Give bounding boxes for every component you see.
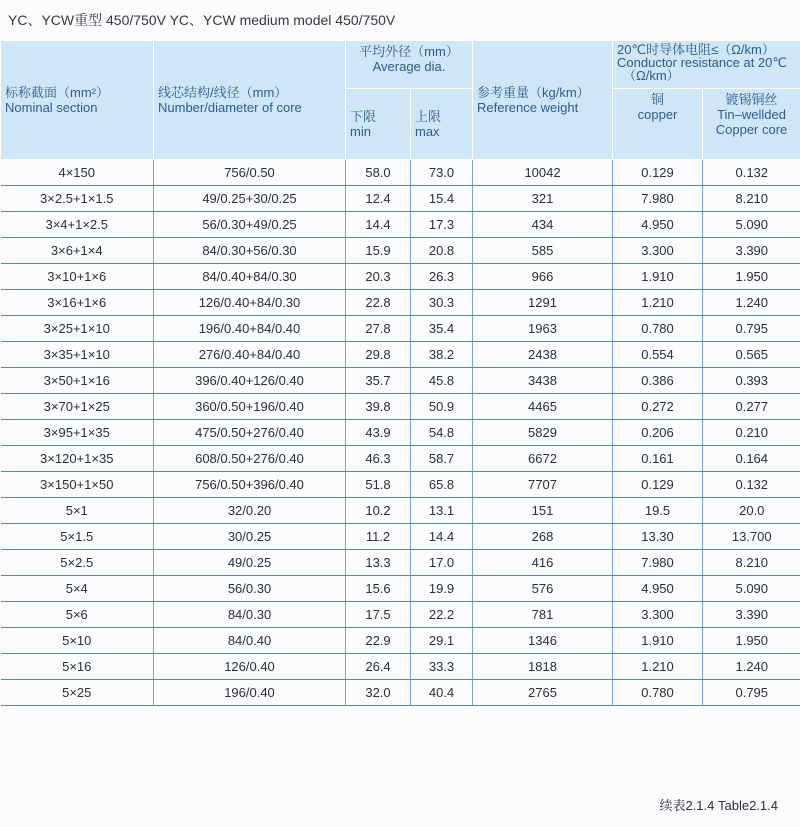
- header-average-dia-zh: 平均外径（mm）: [359, 44, 459, 59]
- weight-cell: 585: [473, 238, 613, 264]
- min-dia-cell: 27.8: [346, 316, 411, 342]
- min-dia-cell: 15.9: [346, 238, 411, 264]
- weight-cell: 321: [473, 186, 613, 212]
- core-cell: 126/0.40+84/0.30: [154, 290, 346, 316]
- max-dia-cell: 73.0: [411, 160, 473, 186]
- header-copper-en: copper: [637, 107, 678, 122]
- weight-cell: 1346: [473, 628, 613, 654]
- weight-cell: 781: [473, 602, 613, 628]
- header-nominal-section-en: Nominal section: [5, 100, 98, 115]
- table-row: [1, 160, 800, 186]
- table-header: [1, 41, 800, 160]
- copper-resistance-cell: 0.129: [613, 160, 703, 186]
- weight-cell: 4465: [473, 394, 613, 420]
- nominal-section-cell: 3×50+1×16: [1, 368, 154, 394]
- table-body: [1, 160, 800, 706]
- header-reference-weight-zh: 参考重量（kg/km）: [477, 85, 590, 100]
- max-dia-cell: 19.9: [411, 576, 473, 602]
- copper-resistance-cell: 19.5: [613, 498, 703, 524]
- weight-cell: 416: [473, 550, 613, 576]
- core-cell: 396/0.40+126/0.40: [154, 368, 346, 394]
- header-max: [411, 89, 473, 160]
- core-cell: 276/0.40+84/0.40: [154, 342, 346, 368]
- tin-copper-resistance-cell: 0.795: [703, 680, 800, 706]
- header-max-zh: 上限: [415, 109, 442, 124]
- min-dia-cell: 15.6: [346, 576, 411, 602]
- core-cell: 49/0.25+30/0.25: [154, 186, 346, 212]
- nominal-section-cell: 3×25+1×10: [1, 316, 154, 342]
- copper-resistance-cell: 3.300: [613, 238, 703, 264]
- max-dia-cell: 65.8: [411, 472, 473, 498]
- header-average-dia-en: Average dia.: [372, 59, 446, 74]
- copper-resistance-cell: 13.30: [613, 524, 703, 550]
- core-cell: 56/0.30: [154, 576, 346, 602]
- core-cell: 30/0.25: [154, 524, 346, 550]
- copper-resistance-cell: 0.129: [613, 472, 703, 498]
- weight-cell: 10042: [473, 160, 613, 186]
- max-dia-cell: 35.4: [411, 316, 473, 342]
- max-dia-cell: 58.7: [411, 446, 473, 472]
- table-row: [1, 498, 800, 524]
- tin-copper-resistance-cell: 1.950: [703, 628, 800, 654]
- min-dia-cell: 51.8: [346, 472, 411, 498]
- nominal-section-cell: 5×1.5: [1, 524, 154, 550]
- table-row: [1, 472, 800, 498]
- tin-copper-resistance-cell: 5.090: [703, 212, 800, 238]
- max-dia-cell: 40.4: [411, 680, 473, 706]
- nominal-section-cell: 5×2.5: [1, 550, 154, 576]
- min-dia-cell: 11.2: [346, 524, 411, 550]
- header-tin-copper-zh: 镀锡铜丝: [725, 92, 778, 107]
- nominal-section-cell: 3×35+1×10: [1, 342, 154, 368]
- core-cell: 756/0.50+396/0.40: [154, 472, 346, 498]
- header-nominal-section: [1, 41, 154, 160]
- weight-cell: 151: [473, 498, 613, 524]
- copper-resistance-cell: 1.210: [613, 654, 703, 680]
- min-dia-cell: 22.8: [346, 290, 411, 316]
- header-resistance-en: Conductor resistance at 20℃: [617, 55, 787, 70]
- copper-resistance-cell: 0.206: [613, 420, 703, 446]
- header-max-en: max: [415, 124, 440, 139]
- weight-cell: 268: [473, 524, 613, 550]
- core-cell: 84/0.30+56/0.30: [154, 238, 346, 264]
- min-dia-cell: 10.2: [346, 498, 411, 524]
- header-tin-copper-en1: Tin–wellded: [717, 107, 786, 122]
- tin-copper-resistance-cell: 0.393: [703, 368, 800, 394]
- tin-copper-resistance-cell: 0.132: [703, 472, 800, 498]
- max-dia-cell: 17.0: [411, 550, 473, 576]
- copper-resistance-cell: 0.780: [613, 680, 703, 706]
- copper-resistance-cell: 1.210: [613, 290, 703, 316]
- nominal-section-cell: 3×16+1×6: [1, 290, 154, 316]
- tin-copper-resistance-cell: 8.210: [703, 186, 800, 212]
- table-row: [1, 394, 800, 420]
- weight-cell: 434: [473, 212, 613, 238]
- header-copper: [613, 89, 703, 160]
- nominal-section-cell: 5×10: [1, 628, 154, 654]
- core-cell: 56/0.30+49/0.25: [154, 212, 346, 238]
- copper-resistance-cell: 3.300: [613, 602, 703, 628]
- nominal-section-cell: 3×4+1×2.5: [1, 212, 154, 238]
- tin-copper-resistance-cell: 0.795: [703, 316, 800, 342]
- table-row: [1, 368, 800, 394]
- weight-cell: 1291: [473, 290, 613, 316]
- weight-cell: 2438: [473, 342, 613, 368]
- table-row: [1, 238, 800, 264]
- min-dia-cell: 35.7: [346, 368, 411, 394]
- header-copper-zh: 铜: [651, 92, 665, 107]
- tin-copper-resistance-cell: 1.950: [703, 264, 800, 290]
- max-dia-cell: 54.8: [411, 420, 473, 446]
- tin-copper-resistance-cell: 0.210: [703, 420, 800, 446]
- table-caption: 续表2.1.4 Table2.1.4: [659, 798, 778, 813]
- header-average-dia: [346, 41, 473, 89]
- copper-resistance-cell: 7.980: [613, 550, 703, 576]
- table-row: [1, 524, 800, 550]
- copper-resistance-cell: 0.272: [613, 394, 703, 420]
- nominal-section-cell: 3×2.5+1×1.5: [1, 186, 154, 212]
- header-min-zh: 下限: [350, 109, 377, 124]
- weight-cell: 2765: [473, 680, 613, 706]
- table-row: [1, 316, 800, 342]
- max-dia-cell: 20.8: [411, 238, 473, 264]
- core-cell: 196/0.40+84/0.40: [154, 316, 346, 342]
- cable-spec-table-container: [0, 40, 800, 706]
- min-dia-cell: 39.8: [346, 394, 411, 420]
- core-cell: 49/0.25: [154, 550, 346, 576]
- tin-copper-resistance-cell: 1.240: [703, 290, 800, 316]
- header-core-zh: 线芯结构/线径（mm）: [158, 85, 288, 100]
- weight-cell: 1963: [473, 316, 613, 342]
- max-dia-cell: 38.2: [411, 342, 473, 368]
- header-core-en: Number/diameter of core: [158, 100, 302, 115]
- table-row: [1, 290, 800, 316]
- header-reference-weight-en: Reference weight: [477, 100, 579, 115]
- tin-copper-resistance-cell: 3.390: [703, 602, 800, 628]
- tin-copper-resistance-cell: 1.240: [703, 654, 800, 680]
- min-dia-cell: 13.3: [346, 550, 411, 576]
- core-cell: 360/0.50+196/0.40: [154, 394, 346, 420]
- copper-resistance-cell: 4.950: [613, 576, 703, 602]
- nominal-section-cell: 5×16: [1, 654, 154, 680]
- tin-copper-resistance-cell: 13.700: [703, 524, 800, 550]
- min-dia-cell: 32.0: [346, 680, 411, 706]
- table-row: [1, 446, 800, 472]
- min-dia-cell: 46.3: [346, 446, 411, 472]
- header-tin-copper: [703, 89, 800, 160]
- tin-copper-resistance-cell: 0.277: [703, 394, 800, 420]
- min-dia-cell: 26.4: [346, 654, 411, 680]
- table-row: [1, 420, 800, 446]
- tin-copper-resistance-cell: 8.210: [703, 550, 800, 576]
- header-resistance-unit: （Ω/km）: [623, 68, 680, 83]
- max-dia-cell: 14.4: [411, 524, 473, 550]
- header-min: [346, 89, 411, 160]
- nominal-section-cell: 3×10+1×6: [1, 264, 154, 290]
- weight-cell: 6672: [473, 446, 613, 472]
- max-dia-cell: 13.1: [411, 498, 473, 524]
- min-dia-cell: 22.9: [346, 628, 411, 654]
- weight-cell: 3438: [473, 368, 613, 394]
- table-row: [1, 576, 800, 602]
- max-dia-cell: 15.4: [411, 186, 473, 212]
- nominal-section-cell: 4×150: [1, 160, 154, 186]
- core-cell: 126/0.40: [154, 654, 346, 680]
- min-dia-cell: 29.8: [346, 342, 411, 368]
- copper-resistance-cell: 4.950: [613, 212, 703, 238]
- nominal-section-cell: 5×25: [1, 680, 154, 706]
- min-dia-cell: 58.0: [346, 160, 411, 186]
- nominal-section-cell: 5×4: [1, 576, 154, 602]
- weight-cell: 1818: [473, 654, 613, 680]
- header-nominal-section-zh: 标称截面（mm²）: [5, 85, 109, 100]
- table-row: [1, 264, 800, 290]
- min-dia-cell: 12.4: [346, 186, 411, 212]
- table-row: [1, 342, 800, 368]
- core-cell: 84/0.30: [154, 602, 346, 628]
- max-dia-cell: 26.3: [411, 264, 473, 290]
- copper-resistance-cell: 0.554: [613, 342, 703, 368]
- max-dia-cell: 50.9: [411, 394, 473, 420]
- max-dia-cell: 22.2: [411, 602, 473, 628]
- max-dia-cell: 33.3: [411, 654, 473, 680]
- tin-copper-resistance-cell: 3.390: [703, 238, 800, 264]
- nominal-section-cell: 5×1: [1, 498, 154, 524]
- table-title: YC、YCW重型 450/750V YC、YCW medium model 450/750V: [8, 12, 396, 28]
- nominal-section-cell: 3×6+1×4: [1, 238, 154, 264]
- table-row: [1, 212, 800, 238]
- table-row: [1, 680, 800, 706]
- core-cell: 196/0.40: [154, 680, 346, 706]
- max-dia-cell: 17.3: [411, 212, 473, 238]
- table-row: [1, 628, 800, 654]
- copper-resistance-cell: 0.386: [613, 368, 703, 394]
- table-row: [1, 602, 800, 628]
- header-conductor-resistance: [613, 41, 800, 89]
- header-tin-copper-en2: Copper core: [715, 122, 788, 137]
- copper-resistance-cell: 1.910: [613, 264, 703, 290]
- weight-cell: 7707: [473, 472, 613, 498]
- max-dia-cell: 45.8: [411, 368, 473, 394]
- nominal-section-cell: 5×6: [1, 602, 154, 628]
- min-dia-cell: 43.9: [346, 420, 411, 446]
- min-dia-cell: 17.5: [346, 602, 411, 628]
- min-dia-cell: 14.4: [346, 212, 411, 238]
- header-resistance-zh: 20℃时导体电阻≤（Ω/km）: [617, 42, 775, 57]
- tin-copper-resistance-cell: 5.090: [703, 576, 800, 602]
- nominal-section-cell: 3×70+1×25: [1, 394, 154, 420]
- table-row: [1, 654, 800, 680]
- weight-cell: 576: [473, 576, 613, 602]
- tin-copper-resistance-cell: 0.164: [703, 446, 800, 472]
- weight-cell: 966: [473, 264, 613, 290]
- copper-resistance-cell: 0.161: [613, 446, 703, 472]
- header-min-en: min: [350, 124, 371, 139]
- weight-cell: 5829: [473, 420, 613, 446]
- min-dia-cell: 20.3: [346, 264, 411, 290]
- table-row: [1, 186, 800, 212]
- core-cell: 608/0.50+276/0.40: [154, 446, 346, 472]
- nominal-section-cell: 3×150+1×50: [1, 472, 154, 498]
- header-core: [154, 41, 346, 160]
- cable-spec-table: [0, 40, 800, 706]
- table-row: [1, 550, 800, 576]
- max-dia-cell: 29.1: [411, 628, 473, 654]
- copper-resistance-cell: 1.910: [613, 628, 703, 654]
- core-cell: 475/0.50+276/0.40: [154, 420, 346, 446]
- copper-resistance-cell: 0.780: [613, 316, 703, 342]
- nominal-section-cell: 3×120+1×35: [1, 446, 154, 472]
- tin-copper-resistance-cell: 0.132: [703, 160, 800, 186]
- copper-resistance-cell: 7.980: [613, 186, 703, 212]
- tin-copper-resistance-cell: 20.0: [703, 498, 800, 524]
- tin-copper-resistance-cell: 0.565: [703, 342, 800, 368]
- core-cell: 84/0.40+84/0.30: [154, 264, 346, 290]
- core-cell: 756/0.50: [154, 160, 346, 186]
- core-cell: 84/0.40: [154, 628, 346, 654]
- nominal-section-cell: 3×95+1×35: [1, 420, 154, 446]
- header-reference-weight: [473, 41, 613, 160]
- max-dia-cell: 30.3: [411, 290, 473, 316]
- core-cell: 32/0.20: [154, 498, 346, 524]
